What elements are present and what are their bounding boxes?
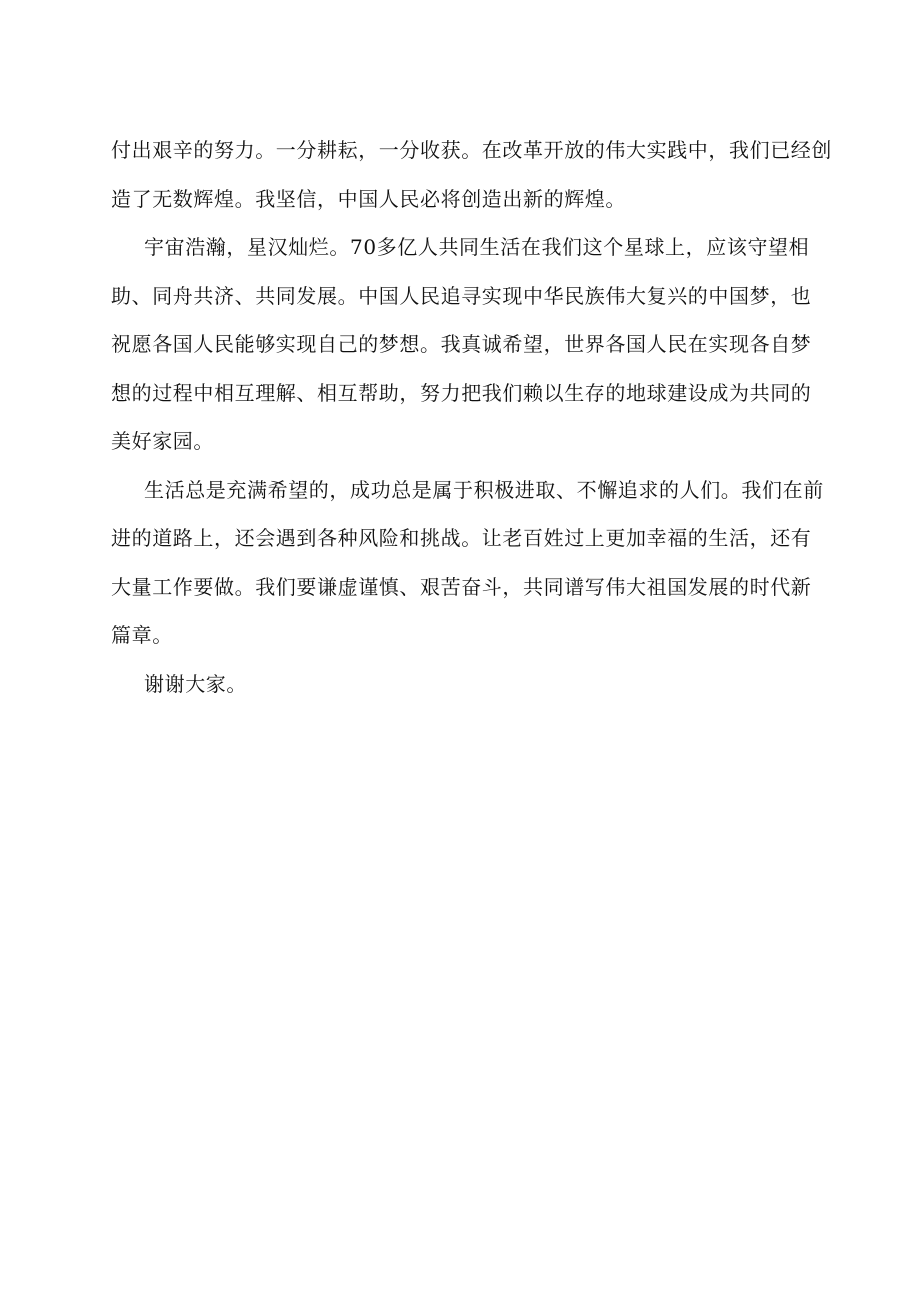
paragraph: [111, 660, 811, 709]
text-line: 想的过程中相互理解、相互帮助，努力把我们赖以生存的地球建设成为共同的: [111, 380, 812, 405]
paragraph: [111, 223, 811, 466]
text-line: 篇章。: [111, 623, 173, 647]
document-body: [111, 126, 832, 708]
text-line: 祝愿各国人民能够实现自己的梦想。我真诚希望，世界各国人民在实现各自梦: [111, 332, 812, 356]
text-line: 造了无数辉煌。我坚信，中国人民必将创造出新的辉煌。: [111, 186, 626, 211]
text-line: 进的道路上，还会遇到各种风险和挑战。让老百姓过上更加幸福的生活，还有: [111, 526, 812, 550]
text-line: 美好家园。: [111, 429, 214, 453]
text-line: 生活总是充满希望的，成功总是属于积极进取、不懈追求的人们。我们在前: [144, 477, 824, 502]
text-line: 付出艰辛的努力。一分耕耘，一分收获。在改革开放的伟大实践中，我们已经创: [111, 138, 832, 162]
text-line: 助、同舟共济、共同发展。中国人民追寻实现中华民族伟大复兴的中国梦，也: [111, 283, 812, 308]
text-line: 谢谢大家。: [144, 671, 247, 696]
paragraph: [111, 126, 832, 223]
paragraph: [111, 466, 824, 660]
text-line: 大量工作要做。我们要谦虚谨慎、艰苦奋斗，共同谱写伟大祖国发展的时代新: [111, 574, 812, 599]
text-line: 宇宙浩瀚，星汉灿烂。70多亿人共同生活在我们这个星球上，应该守望相: [144, 235, 810, 259]
